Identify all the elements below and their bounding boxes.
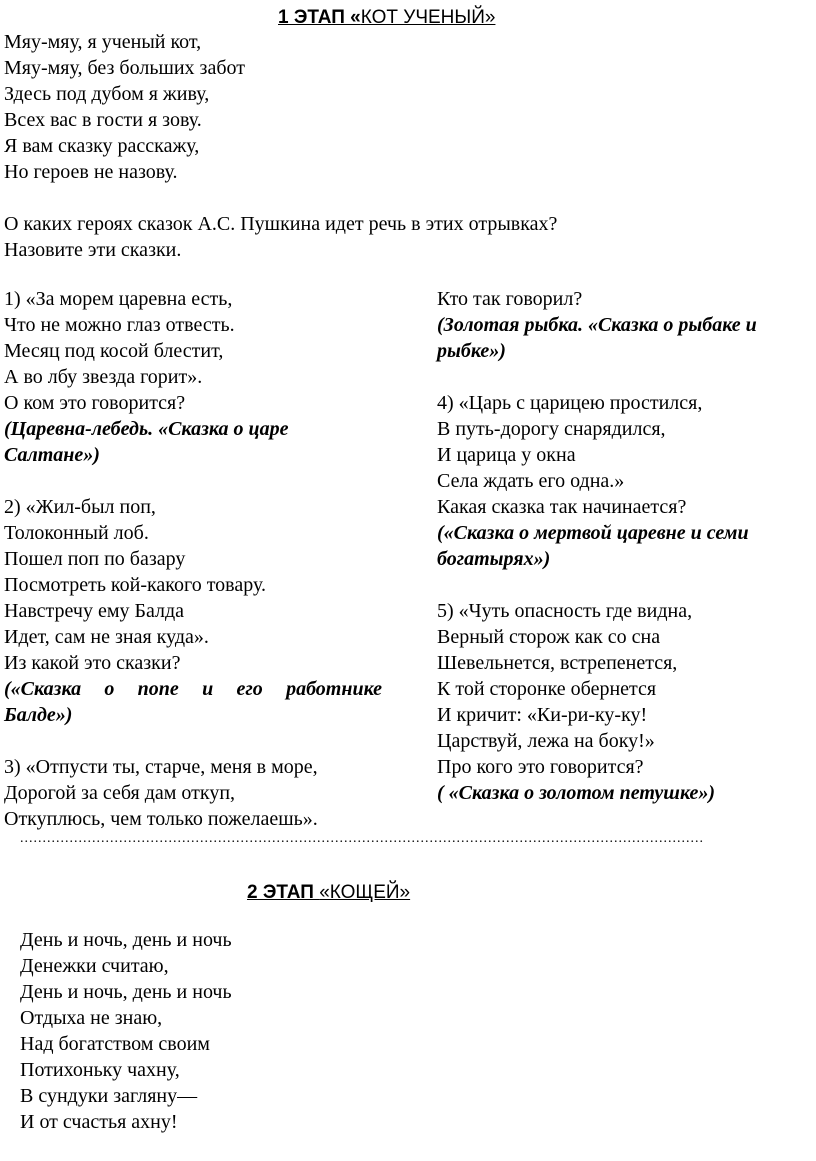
riddle-line: Кто так говорил? — [437, 288, 583, 310]
answer-line: богатырях») — [437, 548, 551, 570]
poem-line: Всех вас в гости я зову. — [4, 109, 202, 131]
poem-line: Мяу-мяу, я ученый кот, — [4, 31, 202, 53]
riddle-line: А во лбу звезда горит». — [4, 366, 203, 388]
poem-line: Денежки считаю, — [20, 955, 169, 977]
answer-line: ( «Сказка о золотом петушке») — [437, 782, 716, 804]
riddle-line: Какая сказка так начинается? — [437, 496, 687, 518]
riddle-line: Навстречу ему Балда — [4, 600, 185, 622]
riddle-line: Шевельнется, встрепенется, — [437, 652, 678, 674]
answer-line: («Сказка о попе и его работнике — [4, 678, 382, 700]
riddle-line: Посмотреть кой-какого товару. — [4, 574, 266, 596]
stage2-poem — [20, 927, 232, 1135]
answer-line: («Сказка о мертвой царевне и семи — [437, 522, 749, 544]
poem-line: Но героев не назову. — [4, 161, 178, 183]
riddle-line: Пошел поп по базару — [4, 548, 186, 570]
poem-line: Потихоньку чахну, — [20, 1059, 180, 1081]
riddle-line: Что не можно глаз отвесть. — [4, 314, 235, 336]
poem-line: И от счастья ахну! — [20, 1111, 178, 1133]
poem-line: Я вам сказку расскажу, — [4, 135, 200, 157]
riddle-line: Верный сторож как со сна — [437, 626, 661, 648]
poem-line: День и ночь, день и ночь — [20, 981, 232, 1003]
riddle-line: В путь-дорогу снарядился, — [437, 418, 666, 440]
riddle-line: 5) «Чуть опасность где видна, — [437, 600, 693, 622]
poem-line: Мяу-мяу, без больших забот — [4, 57, 245, 79]
riddle-line: Царствуй, лежа на боку!» — [437, 730, 655, 752]
riddle-line: Месяц под косой блестит, — [4, 340, 224, 362]
riddle-line: 4) «Царь с царицею простился, — [437, 392, 703, 414]
riddle-line: 3) «Отпусти ты, старче, меня в море, — [4, 756, 318, 778]
riddle-line: Идет, сам не зная куда». — [4, 626, 209, 648]
riddle-line: Из какой это сказки? — [4, 652, 181, 674]
riddle-line: И царица у окна — [437, 444, 576, 466]
riddle-line: 1) «За морем царевна есть, — [4, 288, 233, 310]
stage1-poem — [4, 29, 557, 263]
poem-line: Здесь под дубом я живу, — [4, 83, 210, 105]
stage2-heading-title: «КОЩЕЙ» — [319, 882, 411, 903]
poem-line: Над богатством своим — [20, 1033, 210, 1055]
riddle-line: Про кого это говорится? — [437, 756, 644, 778]
riddle-line: О ком это говорится? — [4, 392, 186, 414]
answer-line: Салтане») — [4, 444, 100, 466]
dotted-separator: ........................................................................................................................................................ — [20, 831, 704, 846]
answer-line: рыбке») — [437, 340, 506, 362]
riddle-line: 2) «Жил-был поп, — [4, 496, 156, 518]
riddle-line: Села ждать его одна.» — [437, 470, 625, 492]
stage2-heading — [247, 880, 410, 906]
stage2-heading-number: 2 ЭТАП — [247, 882, 320, 903]
riddle-line: Толоконный лоб. — [4, 522, 149, 544]
poem-line: Отдыха не знаю, — [20, 1007, 163, 1029]
question-line: О каких героях сказок А.С. Пушкина идет речь в этих отрывках? — [4, 213, 558, 235]
stage1-heading-number: 1 ЭТАП « — [278, 7, 361, 28]
answer-line: Балде») — [4, 704, 73, 726]
question-line: Назовите эти сказки. — [4, 239, 182, 261]
poem-line: В сундуки загляну— — [20, 1085, 198, 1107]
left-column — [4, 286, 382, 832]
stage1-heading — [278, 5, 495, 31]
answer-line: (Золотая рыбка. «Сказка о рыбаке и — [437, 314, 757, 336]
riddle-line: К той сторонке обернется — [437, 678, 657, 700]
answer-line: (Царевна-лебедь. «Сказка о царе — [4, 418, 289, 440]
riddle-line: Откуплюсь, чем только пожелаешь». — [4, 808, 318, 830]
riddle-line: Дорогой за себя дам откуп, — [4, 782, 236, 804]
right-column — [437, 286, 812, 806]
riddle-line: И кричит: «Ки-ри-ку-ку! — [437, 704, 648, 726]
stage1-heading-title: КОТ УЧЕНЫЙ» — [360, 7, 496, 28]
poem-line: День и ночь, день и ночь — [20, 929, 232, 951]
